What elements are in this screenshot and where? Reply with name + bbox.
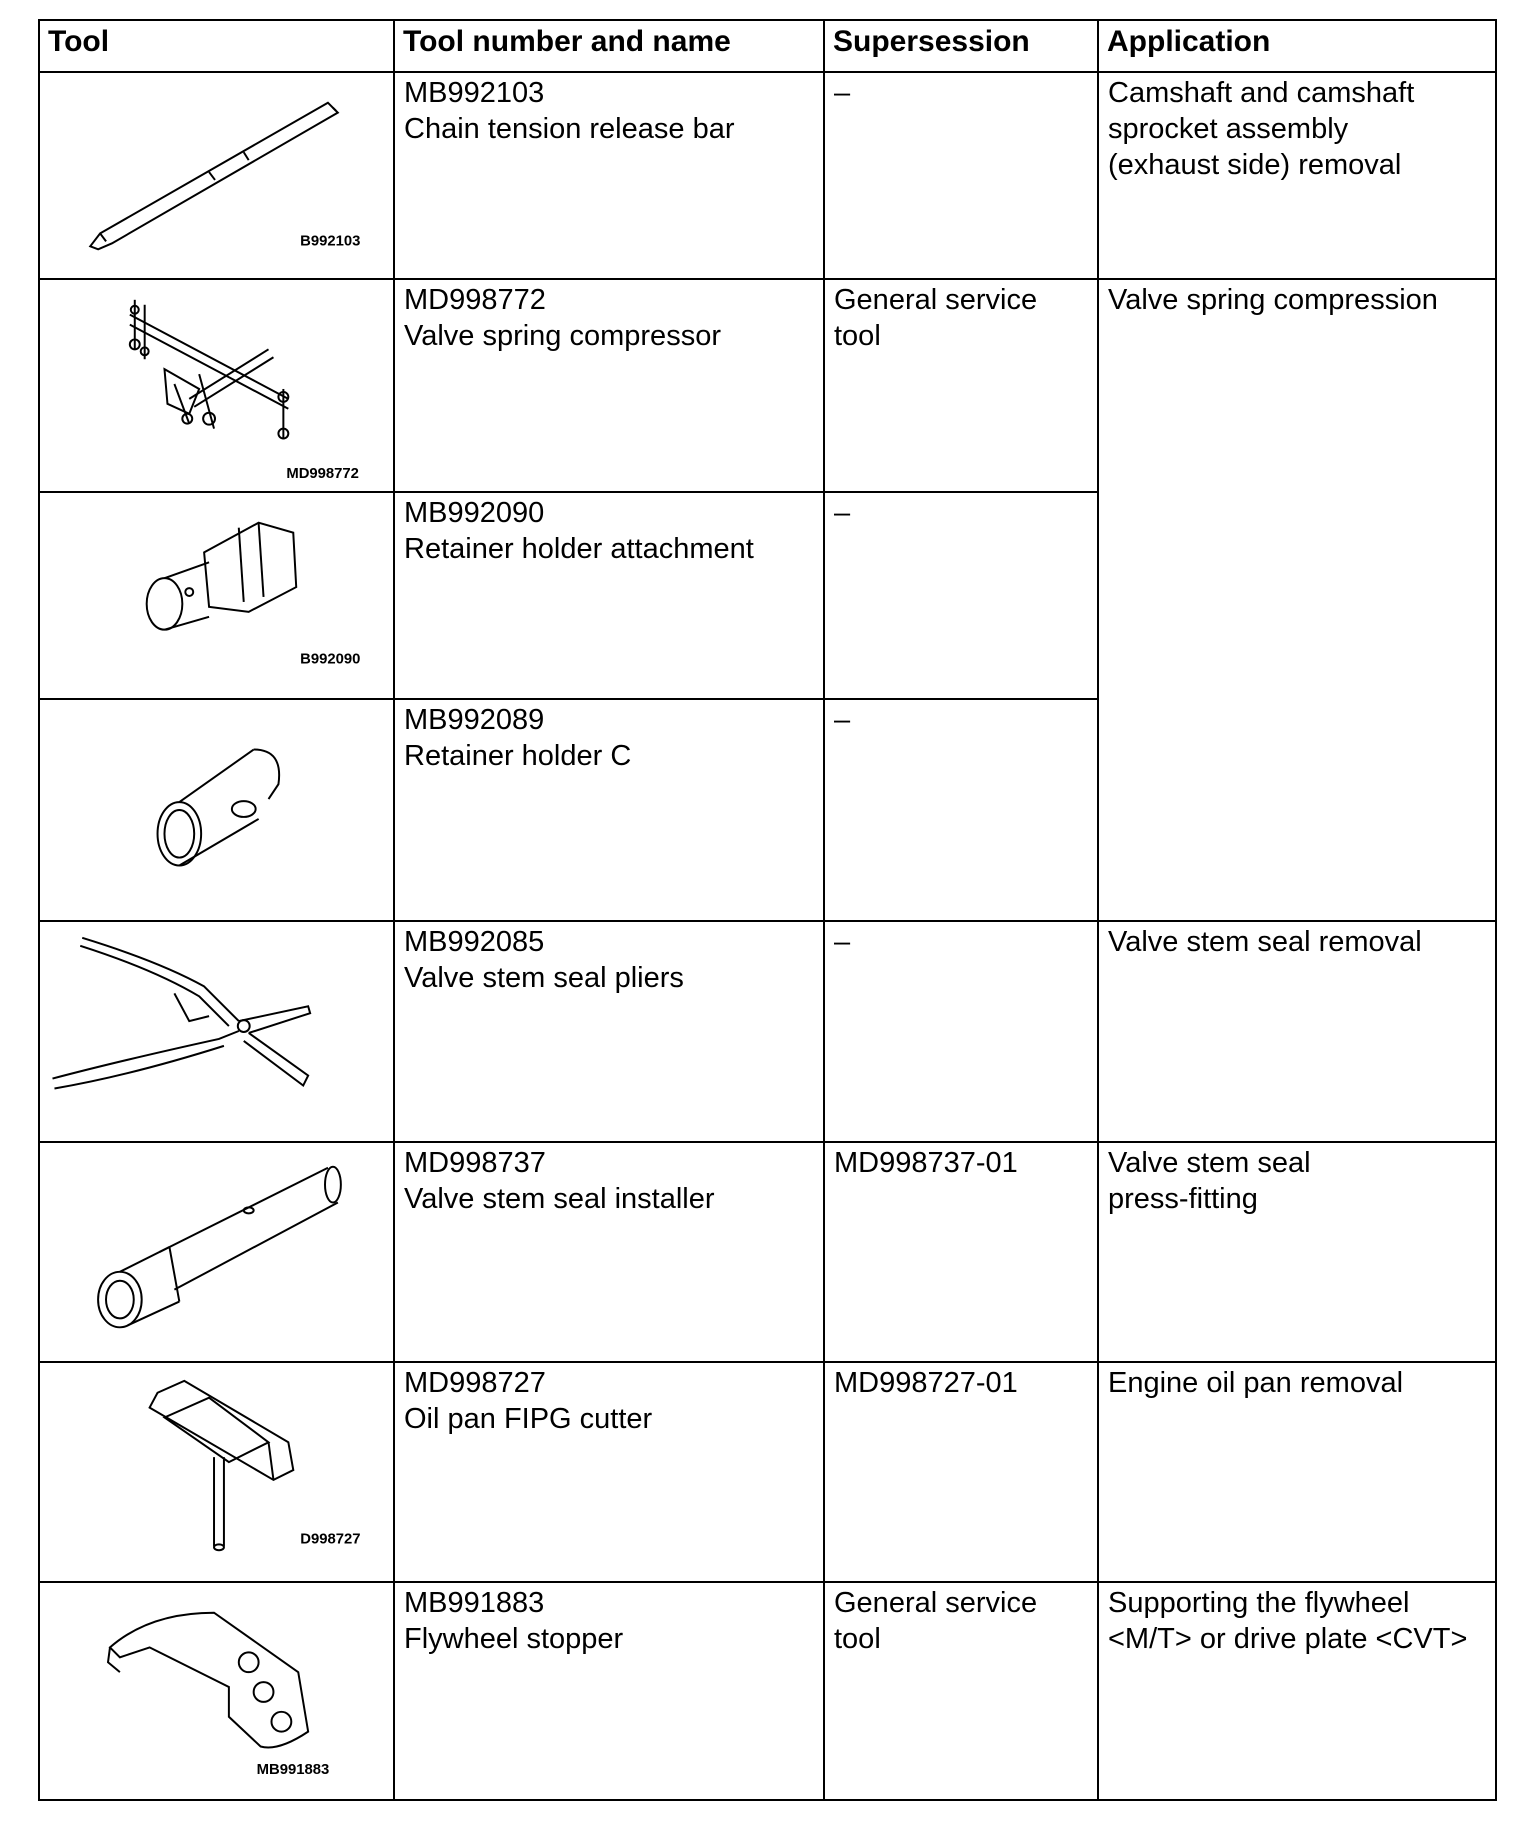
supersession-value: tool <box>834 1623 881 1655</box>
tool-image-cell <box>39 492 394 699</box>
supersession-value: General service <box>834 1587 1038 1619</box>
supersession-value: – <box>834 77 851 109</box>
figure-label: D998727 <box>300 1531 361 1548</box>
tool-number: MB992085 <box>404 926 545 958</box>
tool-number: MB992089 <box>404 704 545 736</box>
tool-image-cell <box>39 921 394 1142</box>
tool-number: MB991883 <box>404 1587 545 1619</box>
tool-name: Flywheel stopper <box>404 1623 624 1655</box>
supersession-value: – <box>834 926 851 958</box>
supersession-value: MD998727-01 <box>834 1367 1018 1399</box>
retainer-holder-c-drawing <box>40 700 393 920</box>
tool-name: Retainer holder C <box>404 740 632 772</box>
tool-image-cell <box>39 1582 394 1800</box>
tool-number: MB992103 <box>404 77 545 109</box>
supersession-cell <box>824 279 1098 492</box>
application-line: Valve stem seal <box>1108 1147 1311 1179</box>
tool-image-cell <box>39 72 394 279</box>
header-application: Application <box>1098 20 1496 72</box>
supersession-cell <box>824 1582 1098 1800</box>
tool-number-name-cell <box>394 492 824 699</box>
application-line: (exhaust side) removal <box>1108 149 1402 181</box>
application-line: Engine oil pan removal <box>1108 1367 1404 1399</box>
supersession-cell <box>824 1142 1098 1362</box>
application-cell <box>1098 1362 1496 1582</box>
tool-image-cell <box>39 699 394 921</box>
application-cell <box>1098 1142 1496 1362</box>
tool-number: MB992090 <box>404 497 545 529</box>
header-tool-number-name: Tool number and name <box>394 20 824 72</box>
supersession-value: General service <box>834 284 1038 316</box>
tool-number-name-cell <box>394 1142 824 1362</box>
supersession-value: tool <box>834 320 881 352</box>
table-header-row <box>39 20 1496 72</box>
application-cell <box>1098 921 1496 1142</box>
table-row <box>39 1362 1496 1582</box>
tool-number-name-cell <box>394 279 824 492</box>
supersession-cell <box>824 921 1098 1142</box>
figure-label: MB991883 <box>256 1762 330 1779</box>
table-row <box>39 279 1496 492</box>
tool-image-cell <box>39 1142 394 1362</box>
application-line: <M/T> or drive plate <CVT> <box>1108 1623 1468 1655</box>
application-cell <box>1098 279 1496 921</box>
tool-number-name-cell <box>394 921 824 1142</box>
tool-name: Valve stem seal pliers <box>404 962 684 994</box>
application-line: Camshaft and camshaft <box>1108 77 1415 109</box>
table-row <box>39 72 1496 279</box>
tool-name: Retainer holder attachment <box>404 533 754 565</box>
tool-number: MD998727 <box>404 1367 546 1399</box>
supersession-cell <box>824 699 1098 921</box>
tool-name: Oil pan FIPG cutter <box>404 1403 653 1435</box>
retainer-holder-attachment-drawing <box>40 493 393 698</box>
valve-spring-compressor-drawing <box>40 280 393 491</box>
tool-name: Valve spring compressor <box>404 320 721 352</box>
application-line: Valve spring compression <box>1108 284 1438 316</box>
supersession-cell <box>824 1362 1098 1582</box>
special-tools-table <box>38 19 1497 1801</box>
tool-number: MD998772 <box>404 284 546 316</box>
application-line: press-fitting <box>1108 1183 1258 1215</box>
tool-number-name-cell <box>394 1582 824 1800</box>
tool-name: Valve stem seal installer <box>404 1183 715 1215</box>
application-line: Valve stem seal removal <box>1108 926 1422 958</box>
figure-label: MD998772 <box>286 466 359 483</box>
table-row <box>39 1582 1496 1800</box>
header-tool: Tool <box>39 20 394 72</box>
tool-name: Chain tension release bar <box>404 113 735 145</box>
supersession-cell <box>824 492 1098 699</box>
application-cell <box>1098 1582 1496 1800</box>
table-row <box>39 1142 1496 1362</box>
header-supersession: Supersession <box>824 20 1098 72</box>
tool-image-cell <box>39 279 394 492</box>
application-line: sprocket assembly <box>1108 113 1349 145</box>
tool-image-cell <box>39 1362 394 1582</box>
figure-label: B992090 <box>300 651 361 668</box>
tool-number-name-cell <box>394 72 824 279</box>
supersession-value: MD998737-01 <box>834 1147 1018 1179</box>
flywheel-stopper-drawing <box>40 1583 393 1799</box>
tool-number-name-cell <box>394 1362 824 1582</box>
table-row <box>39 921 1496 1142</box>
oil-pan-fipg-cutter-drawing <box>40 1363 393 1581</box>
supersession-value: – <box>834 497 851 529</box>
tool-number-name-cell <box>394 699 824 921</box>
valve-stem-seal-installer-drawing <box>40 1143 393 1361</box>
chain-tension-release-bar-drawing <box>40 73 393 278</box>
figure-label: B992103 <box>300 233 361 250</box>
supersession-cell <box>824 72 1098 279</box>
valve-stem-seal-pliers-drawing <box>40 922 393 1141</box>
application-line: Supporting the flywheel <box>1108 1587 1410 1619</box>
supersession-value: – <box>834 704 851 736</box>
tool-number: MD998737 <box>404 1147 546 1179</box>
application-cell <box>1098 72 1496 279</box>
